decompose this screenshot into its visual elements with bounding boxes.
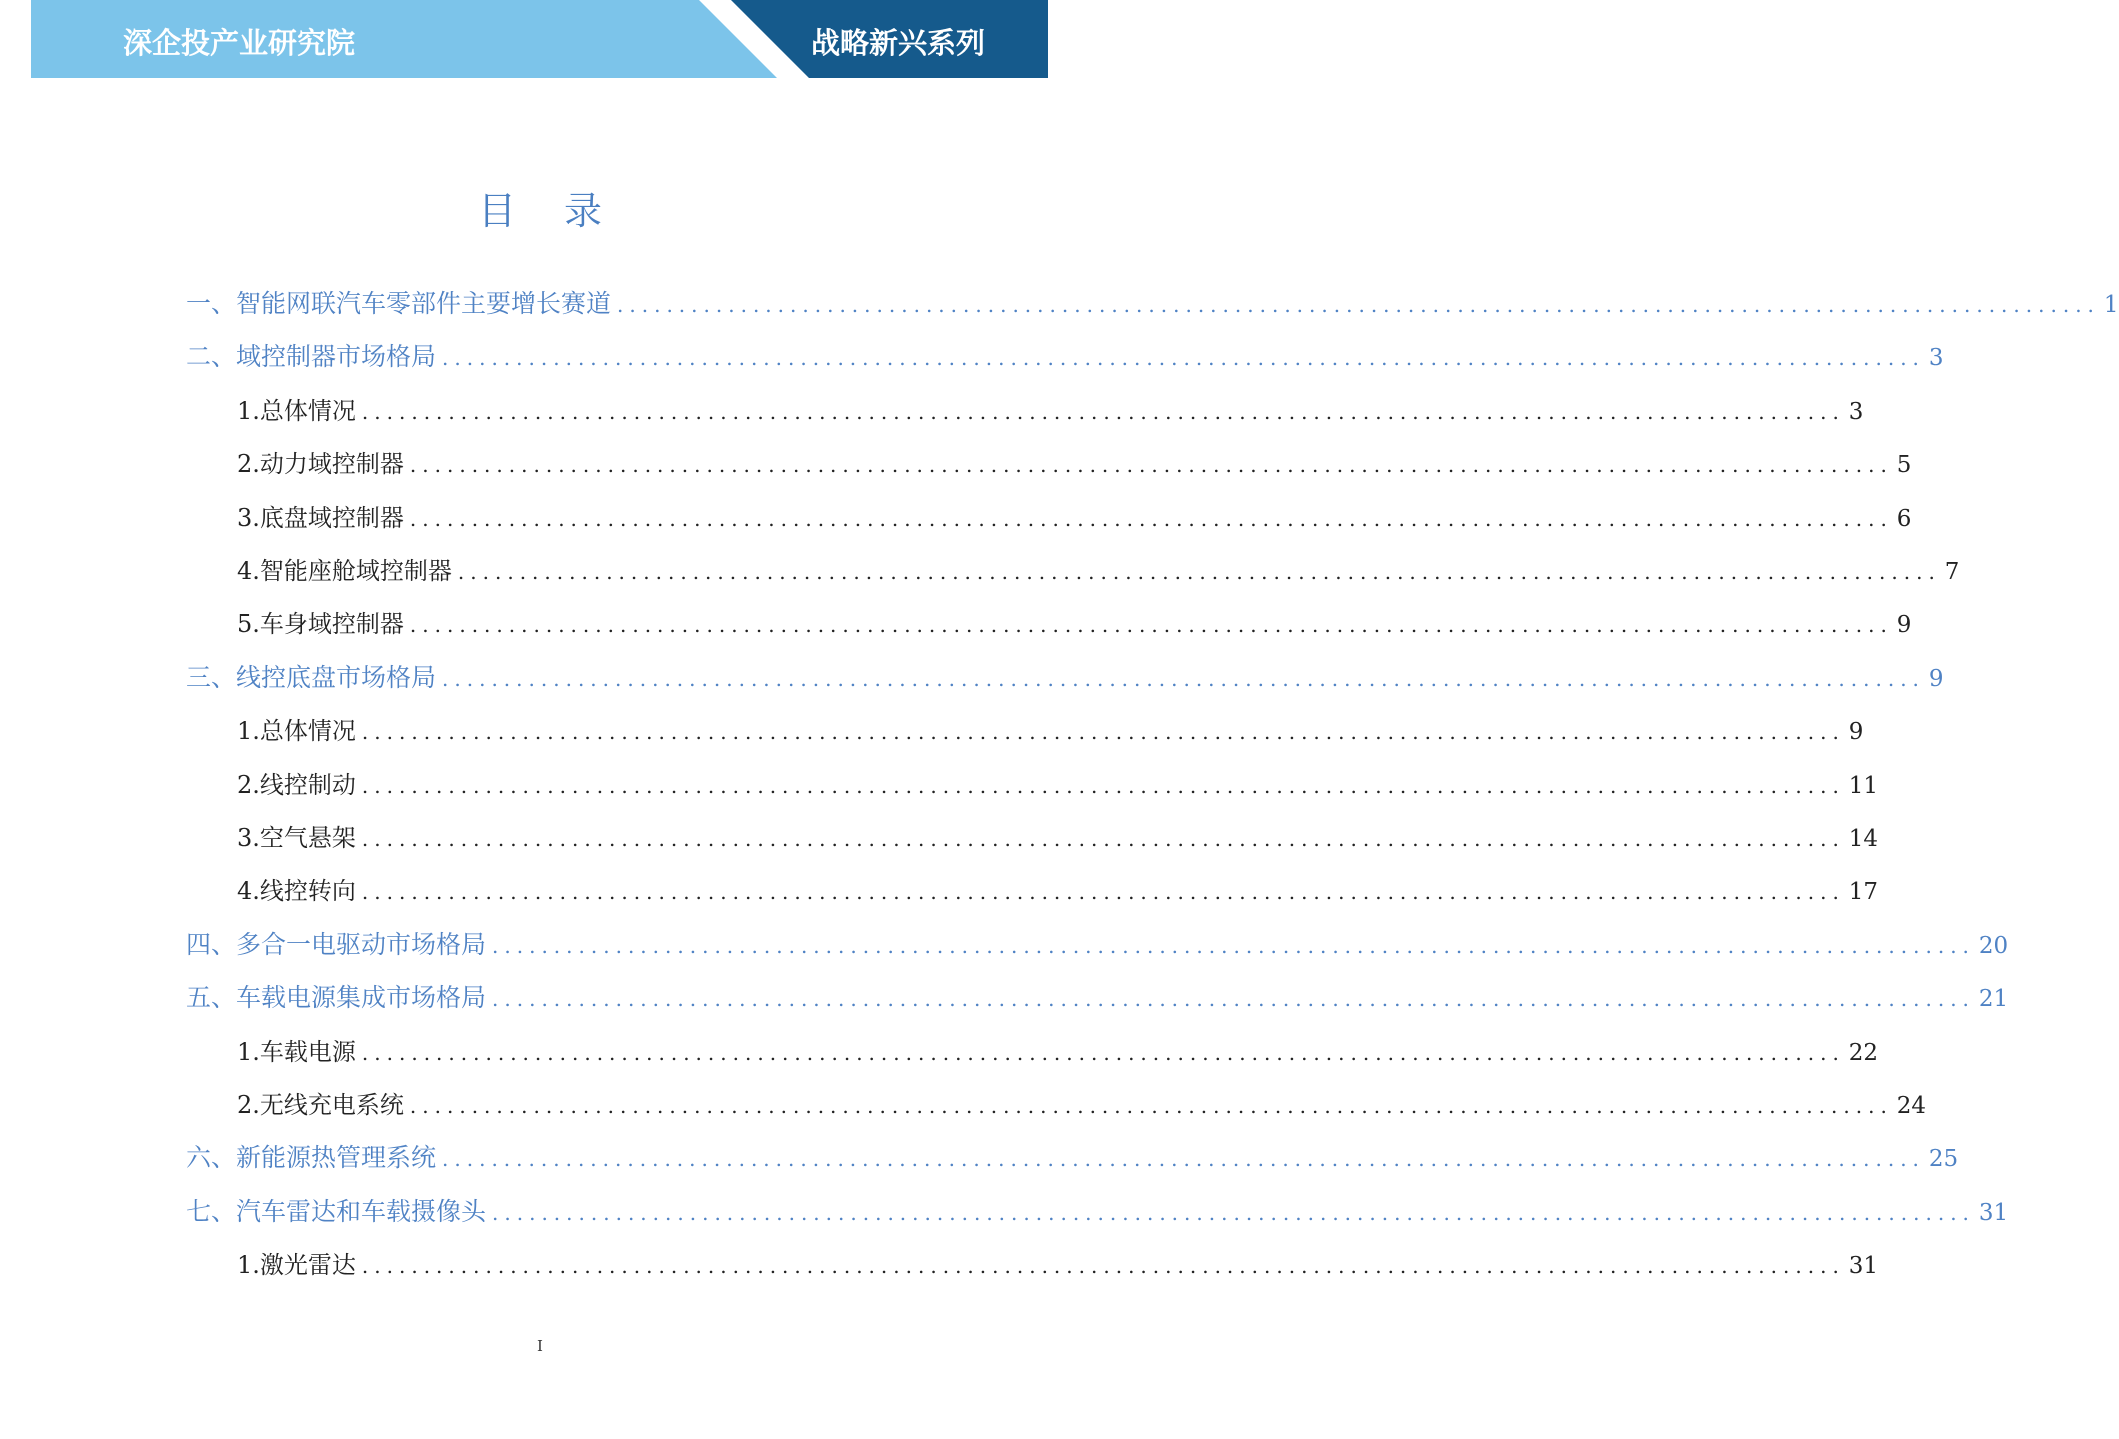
page-number: I [537,1337,543,1355]
toc-entry-label: 三、线控底盘市场格局 [186,663,437,692]
toc-entry-page: 22 [1848,1040,1879,1066]
toc-entry-label: 一、智能网联汽车零部件主要增长赛道 [186,289,612,318]
toc-entry-label: 1.总体情况 [237,717,356,745]
toc-dot-leader: ........................................................................................................................ [442,346,1925,370]
toc-dot-leader: ........................................................................................................................ [361,880,1845,904]
toc-dot-leader: ........................................................................................................................ [409,613,1893,637]
toc-subsection-entry[interactable] [237,871,1879,911]
toc-entry-label: 2.动力域控制器 [237,450,404,478]
toc-section-entry[interactable] [186,1192,2009,1232]
toc-dot-leader: ........................................................................................................................ [361,774,1845,798]
toc-entry-page: 31 [1978,1200,2009,1226]
toc-entry-page: 1 [2103,292,2119,318]
toc-title: 目 录 [477,189,621,233]
toc-dot-leader: ........................................................................................................................ [409,1094,1893,1118]
toc-subsection-entry[interactable] [237,551,1960,591]
toc-section-entry[interactable] [186,925,2009,965]
toc-entry-label: 2.无线充电系统 [237,1091,404,1119]
toc-entry-page: 25 [1928,1146,1959,1172]
toc-dot-leader: ........................................................................................................................ [409,453,1893,477]
toc-entry-page: 20 [1978,933,2009,959]
toc-entry-label: 2.线控制动 [237,771,356,799]
toc-subsection-entry[interactable] [237,498,1912,538]
toc-dot-leader: ........................................................................................................................ [361,400,1845,424]
toc-entry-label: 七、汽车雷达和车载摄像头 [186,1197,487,1226]
header-organization: 深企投产业研究院 [123,26,356,60]
toc-dot-leader: ........................................................................................................................ [409,507,1893,531]
toc-entry-page: 9 [1848,719,1864,745]
page-header [31,0,1048,78]
toc-subsection-entry[interactable] [237,711,1864,751]
toc-entry-page: 7 [1944,559,1960,585]
toc-subsection-entry[interactable] [237,604,1912,644]
toc-subsection-entry[interactable] [237,444,1912,484]
toc-entry-label: 五、车载电源集成市场格局 [186,983,487,1012]
toc-entry-page: 9 [1928,666,1944,692]
toc-section-entry[interactable] [186,284,2119,324]
toc-entry-label: 1.车载电源 [237,1038,356,1066]
toc-subsection-entry[interactable] [237,818,1879,858]
toc-entry-page: 5 [1896,452,1912,478]
toc-entry-page: 14 [1848,826,1879,852]
toc-section-entry[interactable] [186,1138,1959,1178]
toc-entry-label: 二、域控制器市场格局 [186,342,437,371]
toc-dot-leader: ........................................................................................................................ [361,720,1845,744]
toc-entry-page: 21 [1978,986,2009,1012]
toc-entry-label: 1.激光雷达 [237,1251,356,1279]
toc-entry-label: 四、多合一电驱动市场格局 [186,930,487,959]
toc-dot-leader: ........................................................................................................................ [492,1201,1975,1225]
header-series: 战略新兴系列 [811,26,986,60]
toc-dot-leader: ........................................................................................................................ [442,667,1925,691]
toc-dot-leader: ........................................................................................................................ [457,560,1941,584]
toc-dot-leader: ........................................................................................................................ [361,1041,1845,1065]
toc-entry-label: 5.车身域控制器 [237,610,404,638]
toc-entry-page: 9 [1896,612,1912,638]
toc-section-entry[interactable] [186,978,2009,1018]
toc-entry-page: 6 [1896,506,1912,532]
toc-entry-label: 4.智能座舱域控制器 [237,557,452,585]
toc-entry-page: 24 [1896,1093,1927,1119]
toc-entry-page: 31 [1848,1253,1879,1279]
toc-entry-page: 3 [1928,345,1944,371]
toc-entry-page: 11 [1848,773,1879,799]
toc-dot-leader: ........................................................................................................................ [617,293,2100,317]
toc-entry-label: 六、新能源热管理系统 [186,1143,437,1172]
toc-section-entry[interactable] [186,658,1944,698]
toc-dot-leader: ........................................................................................................................ [361,1254,1845,1278]
toc-dot-leader: ........................................................................................................................ [492,934,1975,958]
toc-entry-label: 3.空气悬架 [237,824,356,852]
toc-entry-label: 4.线控转向 [237,877,356,905]
toc-entry-page: 3 [1848,399,1864,425]
toc-subsection-entry[interactable] [237,1245,1879,1285]
toc-entry-page: 17 [1848,879,1879,905]
toc-dot-leader: ........................................................................................................................ [361,827,1845,851]
toc-entry-label: 1.总体情况 [237,397,356,425]
toc-subsection-entry[interactable] [237,1085,1927,1125]
toc-dot-leader: ........................................................................................................................ [442,1147,1925,1171]
toc-subsection-entry[interactable] [237,1032,1879,1072]
toc-dot-leader: ........................................................................................................................ [492,987,1975,1011]
toc-entry-label: 3.底盘域控制器 [237,504,404,532]
toc-subsection-entry[interactable] [237,391,1864,431]
toc-subsection-entry[interactable] [237,765,1879,805]
toc-section-entry[interactable] [186,337,1944,377]
